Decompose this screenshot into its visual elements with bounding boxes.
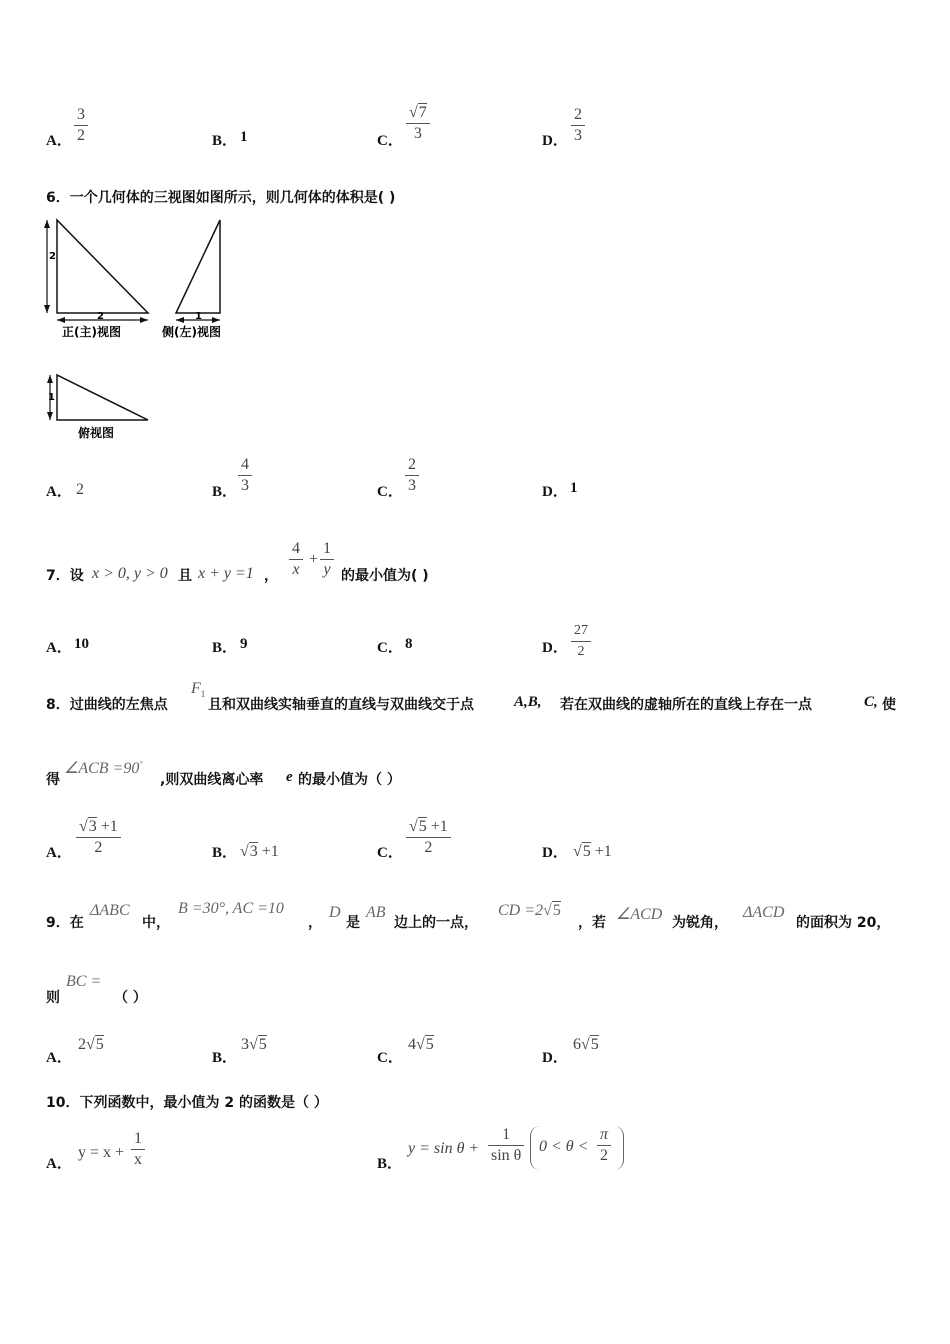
q8-option-d-value: √5 +1 bbox=[573, 843, 612, 860]
q9-text-zhong: 中， bbox=[142, 915, 170, 931]
front-height-label: 2 bbox=[49, 251, 56, 262]
q8-focus: $F_1$ bbox=[191, 680, 206, 700]
q9-option-c-label[interactable]: C． bbox=[377, 1050, 403, 1066]
q9-triangle-acd: ΔACD bbox=[743, 904, 785, 921]
q6-option-b-value: $\frac{4}{3}$ bbox=[238, 456, 252, 495]
q7-condition: x > 0, y > 0 bbox=[92, 565, 168, 582]
q8-option-c-label[interactable]: C． bbox=[377, 845, 403, 861]
arrow-left-icon bbox=[176, 317, 184, 323]
arrow-right-icon bbox=[140, 317, 148, 323]
q10-option-a-lhs: y = x + bbox=[78, 1144, 125, 1161]
q6-option-b-label[interactable]: B． bbox=[212, 484, 238, 500]
q9-text-shi: 是 bbox=[346, 915, 360, 931]
q9-comma-1: ， bbox=[308, 915, 322, 931]
q9-text-ruo: ，若 bbox=[578, 915, 606, 931]
side-view-label: 侧(左)视图 bbox=[162, 325, 221, 339]
q8-option-c-value: $\frac{√5 +1}{2}$ bbox=[406, 818, 451, 857]
q6-three-views-figure bbox=[40, 212, 240, 444]
q9-option-a-value: 2√5 bbox=[78, 1036, 104, 1053]
q9-text-edge: 边上的一点， bbox=[394, 915, 478, 931]
q6-option-a-label[interactable]: A． bbox=[46, 484, 72, 500]
q7-option-c-value: 8 bbox=[405, 636, 413, 652]
q7-option-c-label[interactable]: C． bbox=[377, 640, 403, 656]
q7-fraction-4-over-x: $\frac{4}{x}$ bbox=[289, 540, 303, 579]
q8-text-2: 且和双曲线实轴垂直的直线与双曲线交于点 bbox=[208, 697, 474, 713]
q6-stem: 6．一个几何体的三视图如图所示，则几何体的体积是( ) bbox=[46, 190, 396, 206]
q7-suffix: 的最小值为( ) bbox=[341, 568, 429, 584]
q6-option-d-value: 1 bbox=[570, 480, 578, 496]
q7-option-a-value: 10 bbox=[74, 636, 89, 652]
q8-line2-end: 的最小值为（ ） bbox=[298, 772, 401, 788]
q9-option-b-value: 3√5 bbox=[241, 1036, 267, 1053]
q9-given: B =30°, AC =10 bbox=[178, 900, 284, 917]
q9-line2-prefix: 则 bbox=[46, 990, 60, 1006]
q10-option-b-lhs: y = sin θ + bbox=[408, 1140, 480, 1157]
top-view-triangle bbox=[57, 375, 148, 420]
q8-option-a-value: $\frac{√3 +1}{2}$ bbox=[76, 818, 121, 857]
q5-option-a-value: $\frac{3}{2}$ bbox=[74, 106, 88, 145]
arrow-down-icon bbox=[44, 305, 50, 313]
arrow-right-icon bbox=[212, 317, 220, 323]
arrow-down-icon bbox=[47, 412, 53, 420]
q5-option-b-label[interactable]: B． bbox=[212, 133, 238, 149]
q9-point-d: D bbox=[329, 904, 341, 921]
q8-line2-text: ,则双曲线离心率 bbox=[160, 772, 264, 788]
front-view-triangle bbox=[57, 220, 148, 313]
q10-option-a-label[interactable]: A． bbox=[46, 1156, 72, 1172]
q6-option-c-label[interactable]: C． bbox=[377, 484, 403, 500]
q7-option-d-label[interactable]: D． bbox=[542, 640, 568, 656]
q7-and: 且 bbox=[178, 568, 192, 584]
q7-plus: + bbox=[309, 551, 319, 568]
q8-text-1: 8．过曲线的左焦点 bbox=[46, 697, 168, 713]
q8-option-b-value: √3 +1 bbox=[240, 843, 279, 860]
q7-equation: x + y =1 bbox=[198, 565, 254, 582]
q9-option-d-label[interactable]: D． bbox=[542, 1050, 568, 1066]
q10-option-b-condition: 0 < θ < bbox=[539, 1138, 589, 1155]
q8-text-3-end: 使 bbox=[882, 697, 896, 713]
q8-option-d-label[interactable]: D． bbox=[542, 845, 568, 861]
q5-option-a-label[interactable]: A． bbox=[46, 133, 72, 149]
q7-fraction-1-over-y: $\frac{1}{y}$ bbox=[320, 540, 334, 579]
q9-segment-ab: AB bbox=[366, 904, 386, 921]
arrow-up-icon bbox=[44, 220, 50, 228]
q5-option-b-value: 1 bbox=[240, 129, 248, 145]
q7-comma: ， bbox=[264, 568, 278, 584]
top-view-label: 俯视图 bbox=[78, 426, 115, 440]
q10-option-b-label[interactable]: B． bbox=[377, 1156, 403, 1172]
q10-option-b-pi-over-2: $\frac{\pi}{2}$ bbox=[597, 1126, 611, 1165]
q8-eccentricity: e bbox=[286, 769, 293, 785]
q10-option-b-condition-parens bbox=[530, 1126, 624, 1170]
q6-option-d-label[interactable]: D． bbox=[542, 484, 568, 500]
q9-option-d-value: 6√5 bbox=[573, 1036, 599, 1053]
q10-stem: 10．下列函数中，最小值为 2 的函数是（ ） bbox=[46, 1095, 328, 1111]
q9-line2-paren: （ ） bbox=[114, 990, 147, 1006]
side-width-label: 1 bbox=[195, 311, 202, 322]
q9-bc: BC = bbox=[66, 973, 102, 990]
q7-option-a-label[interactable]: A． bbox=[46, 640, 72, 656]
q8-line2-prefix: 得 bbox=[46, 772, 60, 788]
q9-option-c-value: 4√5 bbox=[408, 1036, 434, 1053]
q8-text-3: 若在双曲线的虚轴所在的直线上存在一点 bbox=[560, 697, 812, 713]
q7-prefix: 7．设 bbox=[46, 568, 84, 584]
q9-text-area: 的面积为 20， bbox=[796, 915, 891, 931]
q8-points-ab: A,B, bbox=[514, 694, 542, 710]
arrow-left-icon bbox=[57, 317, 65, 323]
front-width-label: 2 bbox=[97, 311, 104, 322]
q9-cd-value: CD =2√5 bbox=[498, 902, 561, 919]
q9-prefix: 9．在 bbox=[46, 915, 84, 931]
q8-angle: ∠ACB =90° bbox=[64, 759, 143, 777]
q7-option-b-label[interactable]: B． bbox=[212, 640, 238, 656]
q10-option-a-fraction: $\frac{1}{x}$ bbox=[131, 1130, 145, 1169]
q9-triangle-abc: ΔABC bbox=[90, 902, 130, 919]
q6-option-a-value: 2 bbox=[76, 481, 84, 498]
q8-point-c: C, bbox=[864, 694, 878, 710]
q8-option-b-label[interactable]: B． bbox=[212, 845, 238, 861]
front-view-label: 正(主)视图 bbox=[62, 325, 121, 339]
q6-option-c-value: $\frac{2}{3}$ bbox=[405, 456, 419, 495]
q9-option-b-label[interactable]: B． bbox=[212, 1050, 238, 1066]
q5-option-d-value: $\frac{2}{3}$ bbox=[571, 106, 585, 145]
q7-option-d-value: $\frac{27}{2}$ bbox=[571, 622, 591, 661]
top-height-label: 1 bbox=[48, 392, 55, 403]
q8-option-a-label[interactable]: A． bbox=[46, 845, 72, 861]
side-view-triangle bbox=[176, 220, 220, 313]
q7-option-b-value: 9 bbox=[240, 636, 248, 652]
q5-option-d-label[interactable]: D． bbox=[542, 133, 568, 149]
q10-option-b-fraction: $\frac{1}{\text{sin θ}}$ bbox=[488, 1126, 524, 1165]
q5-option-c-value: $\frac{√7}{3}$ bbox=[406, 104, 430, 143]
q9-text-acute: 为锐角， bbox=[672, 915, 728, 931]
q9-angle-acd: ∠ACD bbox=[616, 906, 663, 923]
q9-option-a-label[interactable]: A． bbox=[46, 1050, 72, 1066]
arrow-up-icon bbox=[47, 375, 53, 383]
q5-option-c-label[interactable]: C． bbox=[377, 133, 403, 149]
